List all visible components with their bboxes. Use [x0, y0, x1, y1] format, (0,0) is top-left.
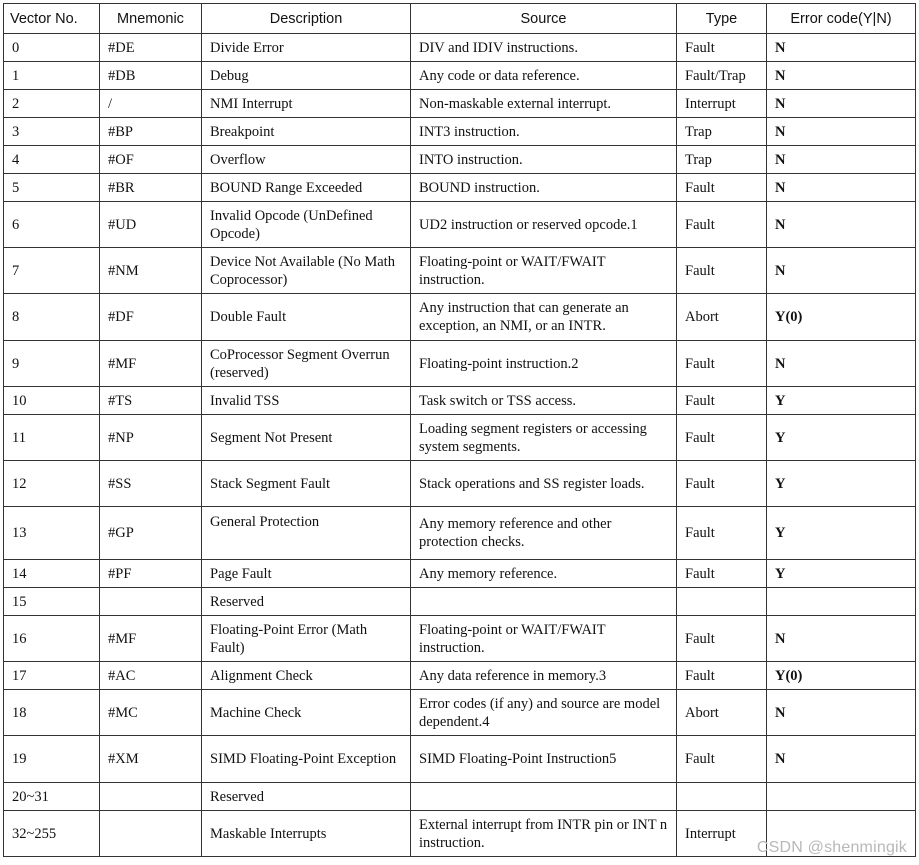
- cell-vector: 2: [4, 90, 100, 118]
- cell-source: Any memory reference.: [411, 560, 677, 588]
- cell-description: Double Fault: [202, 294, 411, 341]
- cell-mnemonic: [100, 811, 202, 857]
- cell-mnemonic: #SS: [100, 461, 202, 507]
- cell-type: Fault/Trap: [677, 62, 767, 90]
- table-row: [4, 90, 916, 118]
- cell-vector: 16: [4, 616, 100, 662]
- cell-vector: 8: [4, 294, 100, 341]
- cell-error-code: N: [767, 146, 916, 174]
- cell-type: Fault: [677, 202, 767, 248]
- cell-source: Floating-point instruction.2: [411, 341, 677, 387]
- cell-source: UD2 instruction or reserved opcode.1: [411, 202, 677, 248]
- cell-vector: 12: [4, 461, 100, 507]
- cell-mnemonic: #BP: [100, 118, 202, 146]
- cell-source: Loading segment registers or accessing system segments.: [411, 415, 677, 461]
- cell-error-code: N: [767, 616, 916, 662]
- table-row: [4, 783, 916, 811]
- header-error-code: Error code(Y|N): [767, 4, 916, 34]
- cell-source: Error codes (if any) and source are model dependent.4: [411, 690, 677, 736]
- cell-mnemonic: #AC: [100, 662, 202, 690]
- cell-source: DIV and IDIV instructions.: [411, 34, 677, 62]
- cell-type: Fault: [677, 34, 767, 62]
- cell-description: Breakpoint: [202, 118, 411, 146]
- table-row: [4, 62, 916, 90]
- table-row: [4, 294, 916, 341]
- table-row: [4, 34, 916, 62]
- cell-mnemonic: [100, 588, 202, 616]
- cell-source: Non-maskable external interrupt.: [411, 90, 677, 118]
- cell-vector: 13: [4, 507, 100, 560]
- table-row: [4, 616, 916, 662]
- cell-vector: 3: [4, 118, 100, 146]
- cell-description: Invalid TSS: [202, 387, 411, 415]
- table-row: [4, 174, 916, 202]
- cell-source: Any data reference in memory.3: [411, 662, 677, 690]
- cell-description: BOUND Range Exceeded: [202, 174, 411, 202]
- cell-description: Device Not Available (No Math Coprocessor): [202, 248, 411, 294]
- cell-vector: 19: [4, 736, 100, 783]
- cell-description: Segment Not Present: [202, 415, 411, 461]
- cell-vector: 5: [4, 174, 100, 202]
- cell-mnemonic: #MF: [100, 616, 202, 662]
- cell-description: Maskable Interrupts: [202, 811, 411, 857]
- cell-description: Reserved: [202, 588, 411, 616]
- cell-description: Reserved: [202, 783, 411, 811]
- cell-type: Trap: [677, 118, 767, 146]
- cell-source: INT3 instruction.: [411, 118, 677, 146]
- cell-type: Fault: [677, 507, 767, 560]
- cell-vector: 6: [4, 202, 100, 248]
- cell-mnemonic: #GP: [100, 507, 202, 560]
- cell-source: BOUND instruction.: [411, 174, 677, 202]
- cell-type: Fault: [677, 736, 767, 783]
- cell-error-code: N: [767, 248, 916, 294]
- cell-error-code: N: [767, 34, 916, 62]
- cell-mnemonic: [100, 783, 202, 811]
- cell-vector: 1: [4, 62, 100, 90]
- cell-description: Floating-Point Error (Math Fault): [202, 616, 411, 662]
- cell-source: Any code or data reference.: [411, 62, 677, 90]
- cell-error-code: [767, 588, 916, 616]
- cell-mnemonic: #OF: [100, 146, 202, 174]
- cell-description: General Protection: [202, 507, 411, 560]
- table-row: [4, 341, 916, 387]
- cell-mnemonic: #MF: [100, 341, 202, 387]
- exception-vector-table: [3, 3, 916, 857]
- cell-type: Abort: [677, 690, 767, 736]
- cell-vector: 0: [4, 34, 100, 62]
- cell-mnemonic: #DE: [100, 34, 202, 62]
- cell-description: Divide Error: [202, 34, 411, 62]
- cell-type: [677, 783, 767, 811]
- cell-mnemonic: #NP: [100, 415, 202, 461]
- cell-error-code: Y(0): [767, 294, 916, 341]
- cell-source: SIMD Floating-Point Instruction5: [411, 736, 677, 783]
- cell-error-code: Y: [767, 415, 916, 461]
- cell-description: Machine Check: [202, 690, 411, 736]
- header-source: Source: [411, 4, 677, 34]
- table-row: [4, 507, 916, 560]
- cell-source: [411, 588, 677, 616]
- cell-error-code: N: [767, 690, 916, 736]
- table-row: [4, 560, 916, 588]
- cell-error-code: Y: [767, 507, 916, 560]
- table-row: [4, 118, 916, 146]
- cell-type: Fault: [677, 174, 767, 202]
- cell-error-code: Y: [767, 560, 916, 588]
- cell-type: Trap: [677, 146, 767, 174]
- table-row: [4, 202, 916, 248]
- cell-description: SIMD Floating-Point Exception: [202, 736, 411, 783]
- cell-vector: 18: [4, 690, 100, 736]
- cell-mnemonic: #DB: [100, 62, 202, 90]
- cell-source: Floating-point or WAIT/FWAIT instruction.: [411, 616, 677, 662]
- cell-source: Task switch or TSS access.: [411, 387, 677, 415]
- cell-description: Stack Segment Fault: [202, 461, 411, 507]
- cell-source: Any memory reference and other protection checks.: [411, 507, 677, 560]
- cell-error-code: N: [767, 62, 916, 90]
- cell-vector: 15: [4, 588, 100, 616]
- cell-error-code: N: [767, 341, 916, 387]
- cell-description: Debug: [202, 62, 411, 90]
- cell-mnemonic: #PF: [100, 560, 202, 588]
- cell-error-code: Y: [767, 387, 916, 415]
- cell-error-code: N: [767, 174, 916, 202]
- table-row: [4, 461, 916, 507]
- cell-vector: 32~255: [4, 811, 100, 857]
- cell-error-code: [767, 783, 916, 811]
- header-description: Description: [202, 4, 411, 34]
- cell-type: Fault: [677, 387, 767, 415]
- cell-source: Stack operations and SS register loads.: [411, 461, 677, 507]
- table-row: [4, 662, 916, 690]
- cell-error-code: N: [767, 118, 916, 146]
- cell-description: NMI Interrupt: [202, 90, 411, 118]
- cell-type: Fault: [677, 560, 767, 588]
- cell-mnemonic: #BR: [100, 174, 202, 202]
- cell-source: Any instruction that can generate an exception, an NMI, or an INTR.: [411, 294, 677, 341]
- cell-mnemonic: /: [100, 90, 202, 118]
- cell-description: Invalid Opcode (UnDefined Opcode): [202, 202, 411, 248]
- cell-description: Page Fault: [202, 560, 411, 588]
- header-type: Type: [677, 4, 767, 34]
- watermark: CSDN @shenmingik: [756, 839, 907, 856]
- table-row: [4, 387, 916, 415]
- cell-vector: 9: [4, 341, 100, 387]
- cell-error-code: Y(0): [767, 662, 916, 690]
- cell-type: Fault: [677, 616, 767, 662]
- cell-vector: 14: [4, 560, 100, 588]
- header-mnemonic: Mnemonic: [100, 4, 202, 34]
- table-row: [4, 248, 916, 294]
- cell-error-code: N: [767, 90, 916, 118]
- cell-mnemonic: #UD: [100, 202, 202, 248]
- table-row: [4, 588, 916, 616]
- cell-type: [677, 588, 767, 616]
- cell-type: Fault: [677, 662, 767, 690]
- cell-type: Interrupt: [677, 90, 767, 118]
- cell-error-code: N: [767, 736, 916, 783]
- cell-error-code: N: [767, 202, 916, 248]
- cell-vector: 11: [4, 415, 100, 461]
- cell-description: Alignment Check: [202, 662, 411, 690]
- cell-source: INTO instruction.: [411, 146, 677, 174]
- cell-source: External interrupt from INTR pin or INT n instruction.: [411, 811, 677, 857]
- header-vector-no: Vector No.: [4, 4, 100, 34]
- cell-type: Fault: [677, 341, 767, 387]
- cell-vector: 4: [4, 146, 100, 174]
- cell-type: Fault: [677, 248, 767, 294]
- cell-vector: 17: [4, 662, 100, 690]
- cell-vector: 10: [4, 387, 100, 415]
- cell-source: [411, 783, 677, 811]
- cell-error-code: Y: [767, 461, 916, 507]
- table-row: [4, 736, 916, 783]
- cell-mnemonic: #NM: [100, 248, 202, 294]
- cell-type: Fault: [677, 461, 767, 507]
- header-row: [4, 4, 916, 34]
- cell-mnemonic: #XM: [100, 736, 202, 783]
- cell-description: Overflow: [202, 146, 411, 174]
- cell-description: CoProcessor Segment Overrun (reserved): [202, 341, 411, 387]
- cell-source: Floating-point or WAIT/FWAIT instruction.: [411, 248, 677, 294]
- cell-type: Interrupt: [677, 811, 767, 857]
- cell-mnemonic: #DF: [100, 294, 202, 341]
- cell-vector: 20~31: [4, 783, 100, 811]
- table-row: [4, 690, 916, 736]
- cell-type: Fault: [677, 415, 767, 461]
- cell-vector: 7: [4, 248, 100, 294]
- cell-mnemonic: #MC: [100, 690, 202, 736]
- table-row: [4, 146, 916, 174]
- cell-type: Abort: [677, 294, 767, 341]
- table-row: [4, 415, 916, 461]
- cell-mnemonic: #TS: [100, 387, 202, 415]
